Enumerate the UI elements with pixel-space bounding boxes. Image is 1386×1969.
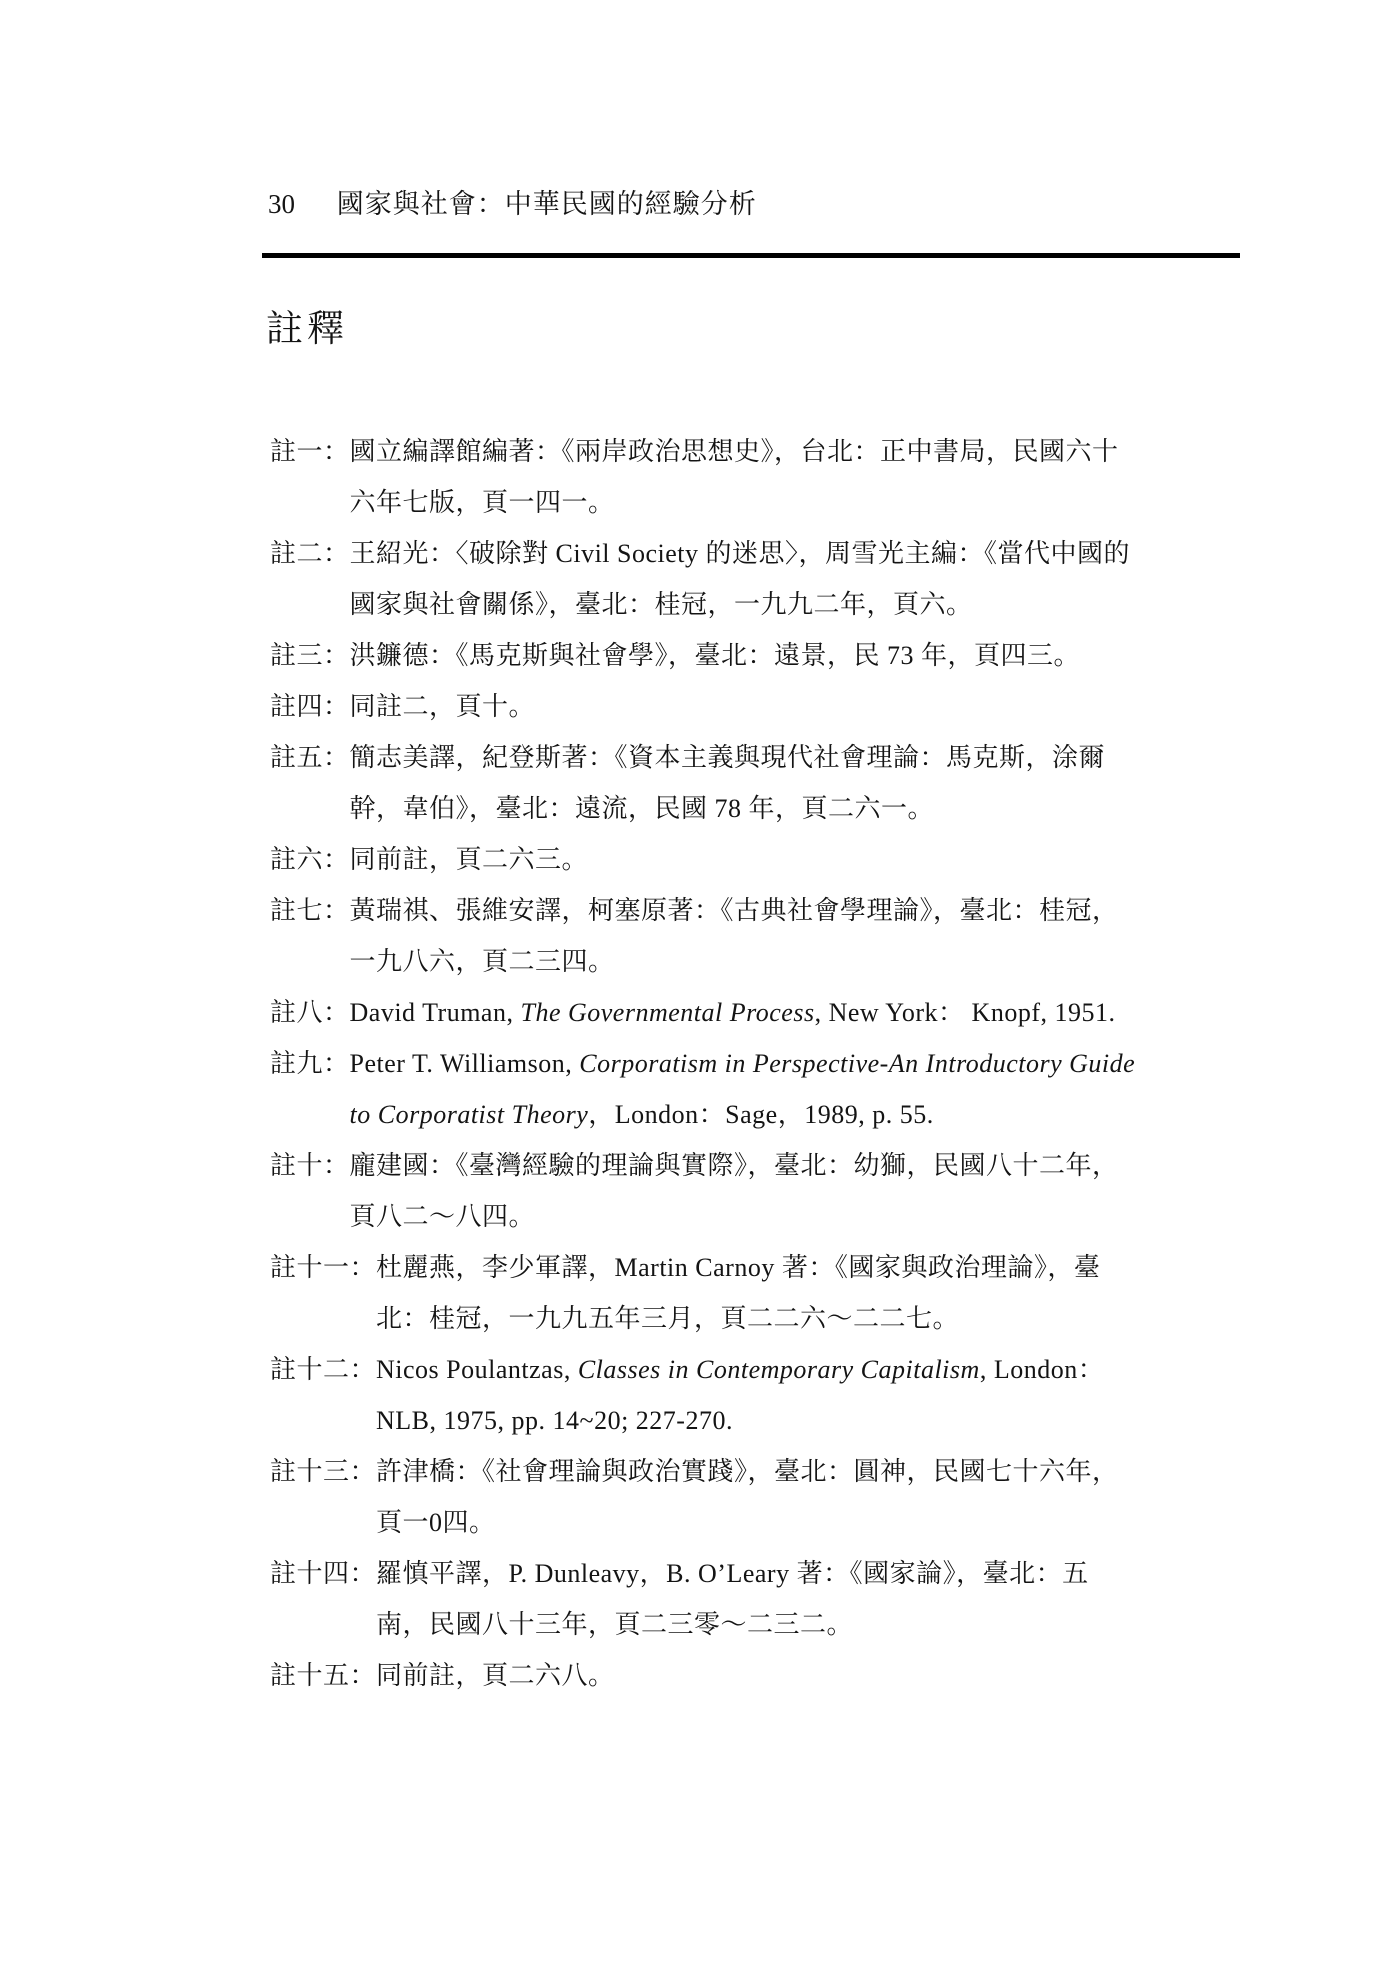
note-text-segment: 洪鐮德：《馬克斯與社會學》，臺北：遠景，民 73 年，頁四三。 [349,641,1081,670]
note-text [350,681,1138,732]
note-item [270,834,1138,885]
note-label: 註二： [270,539,350,568]
note-label: 註六： [270,845,350,874]
note-text-segment: 許津橋：《社會理論與政治實踐》，臺北：圓神，民國七十六年，頁一0四。 [376,1457,1119,1537]
note-label: 註五： [270,743,350,772]
note-text [350,1140,1138,1242]
note-text-segment: 杜麗燕，李少軍譯，Martin Carnoy 著：《國家與政治理論》，臺北：桂冠，一九九五年三月，頁二二六～二二七。 [376,1253,1101,1333]
note-text-segment: Peter T. Williamson, [349,1049,580,1078]
book-title: Corporatism in Perspective-An Introductory Guide to Corporatist Theory [349,1049,1136,1129]
note-item [270,681,1138,732]
note-text-segment: 簡志美譯，紀登斯著：《資本主義與現代社會理論：馬克斯，涂爾幹，韋伯》，臺北：遠流，民國 78 年，頁二六一。 [349,743,1106,823]
note-text-segment: 同註二，頁十。 [349,692,536,721]
note-label: 註一： [270,437,350,466]
note-label: 註十一： [270,1253,377,1282]
book-title: The Governmental Process [520,998,815,1027]
note-text [350,426,1138,528]
running-header [268,188,757,220]
note-item [270,528,1138,630]
note-label: 註七： [270,896,350,925]
note-text-segment: 王紹光：〈破除對 Civil Society 的迷思〉，周雪光主編：《當代中國的國家與社會關係》，臺北：桂冠，一九九二年，頁六。 [349,539,1131,619]
note-item [270,885,1138,987]
note-item [270,1650,1138,1701]
note-text [376,1446,1138,1548]
note-text [350,630,1138,681]
note-item [270,426,1138,528]
note-text [376,1242,1138,1344]
note-label: 註四： [270,692,350,721]
note-text-segment: 同前註，頁二六三。 [349,845,589,874]
note-text-segment: Nicos Poulantzas, [376,1355,578,1384]
note-item [270,732,1138,834]
note-text-segment: 龐建國：《臺灣經驗的理論與實際》，臺北：幼獅，民國八十二年，頁八二～八四。 [349,1151,1119,1231]
book-title: Classes in Contemporary Capitalism [577,1355,980,1384]
note-text [350,528,1138,630]
note-item [270,1548,1138,1650]
note-item [270,1242,1138,1344]
note-label: 註八： [270,998,350,1027]
note-item [270,987,1138,1038]
note-item [270,1140,1138,1242]
note-text-segment: 同前註，頁二六八。 [376,1661,615,1690]
note-text-segment: , New York： Knopf, 1951. [814,998,1116,1027]
note-text-segment: 黃瑞祺、張維安譯，柯塞原著：《古典社會學理論》，臺北：桂冠，一九八六，頁二三四。 [349,896,1119,976]
notes-list [270,426,1138,1701]
note-label: 註九： [270,1049,350,1078]
note-text-segment: 羅慎平譯，P. Dunleavy，B. O’Leary 著：《國家論》，臺北：五南，民國八十三年，頁二三零～二三二。 [376,1559,1089,1639]
note-text [376,1548,1138,1650]
note-label: 註三： [270,641,350,670]
section-title: 註釋 [266,309,348,350]
note-label: 註十五： [270,1661,377,1690]
note-item [270,1344,1138,1446]
note-text-segment: David Truman, [349,998,521,1027]
note-label: 註十四： [270,1559,377,1588]
note-text-segment: , London：NLB, 1975, pp. 14~20; 227-270. [376,1355,1105,1435]
note-text-segment: ，London：Sage，1989, p. 55. [588,1100,934,1129]
note-text [350,987,1138,1038]
note-text-segment: 國立編譯館編著：《兩岸政治思想史》，台北：正中書局，民國六十六年七版，頁一四一。 [349,437,1119,517]
note-text [350,732,1138,834]
note-label: 註十二： [270,1355,377,1384]
note-text [376,1650,1138,1701]
running-title: 國家與社會：中華民國的經驗分析 [336,189,757,219]
note-text [350,885,1138,987]
page-number: 30 [268,189,295,219]
note-text [350,834,1138,885]
note-text [350,1038,1138,1140]
note-item [270,630,1138,681]
header-rule [262,253,1240,258]
note-label: 註十三： [270,1457,377,1486]
note-text [376,1344,1138,1446]
note-item [270,1038,1138,1140]
note-item [270,1446,1138,1548]
note-label: 註十： [270,1151,350,1180]
